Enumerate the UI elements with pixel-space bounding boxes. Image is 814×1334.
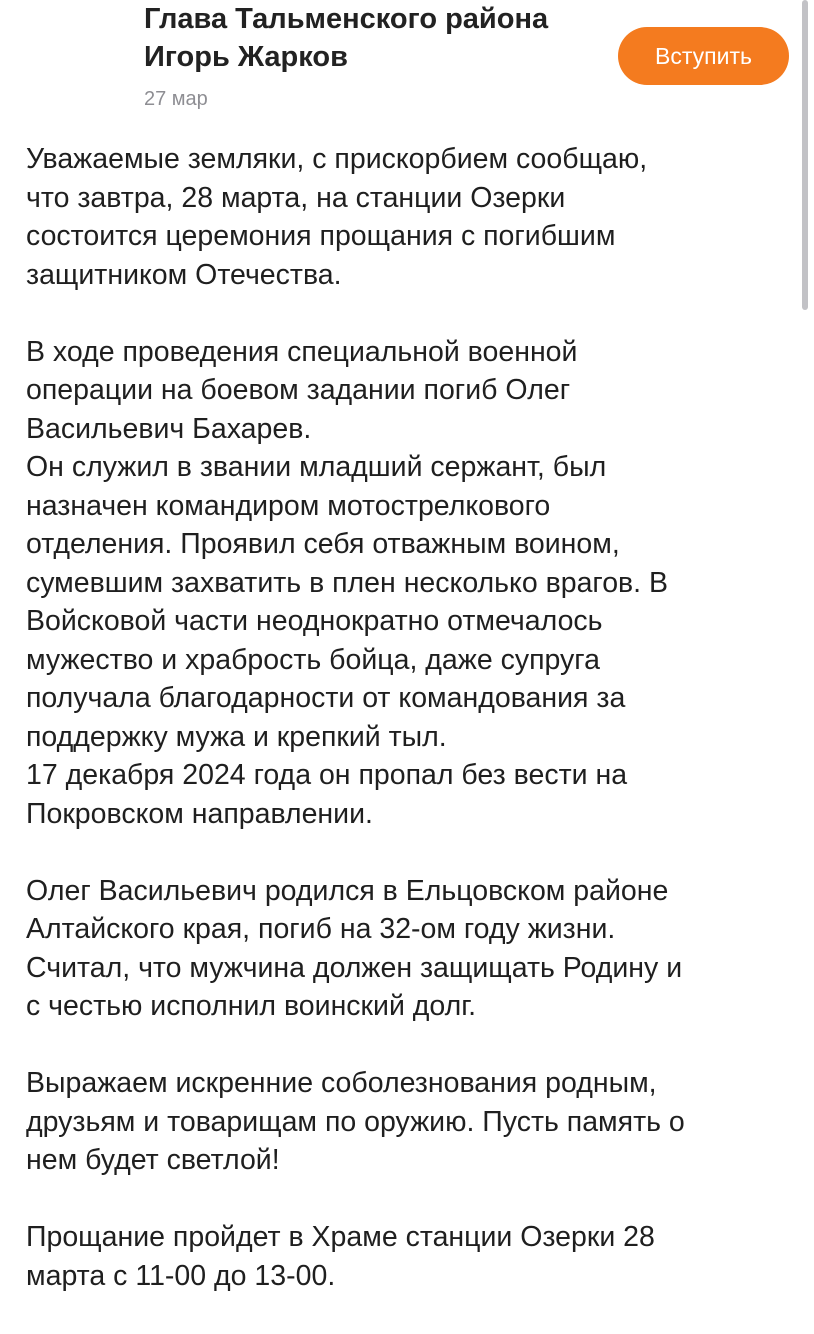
post-header	[0, 0, 814, 130]
post-line: Олег Васильевич родился в Ельцовском районе	[26, 874, 669, 907]
post-line: с честью исполнил воинский долг.	[26, 990, 477, 1022]
post-paragraph-5	[26, 1218, 786, 1295]
post-line: нем будет светлой!	[26, 1144, 280, 1176]
post-line: мужество и храбрость бойца, даже супруга	[26, 643, 600, 676]
post-line: операции на боевом задании погиб Олег	[26, 374, 571, 406]
post-line: 17 декабря 2024 года он пропал без вести на	[26, 759, 628, 791]
post-line: Выражаем искренние соболезнования родным,	[26, 1067, 657, 1099]
post-line: Покровском направлении.	[26, 797, 373, 830]
post-paragraph-4	[26, 1064, 786, 1180]
post-line: защитником Отечества.	[26, 258, 342, 291]
post-line: состоится церемония прощания с погибшим	[26, 220, 616, 252]
post-body	[26, 140, 786, 1334]
group-title-line-1: Глава Тальменского района	[144, 3, 549, 35]
post-line: Алтайского края, погиб на 32-ом году жизни.	[26, 913, 616, 945]
post-line: что завтра, 28 марта, на станции Озерки	[26, 181, 566, 214]
post-line: Считал, что мужчина должен защищать Родину и	[26, 951, 683, 984]
post-line: поддержку мужа и крепкий тыл.	[26, 720, 447, 753]
post-date: 27 мар	[144, 88, 208, 110]
post-line: назначен командиром мотострелкового	[26, 489, 551, 522]
join-button[interactable]: Вступить	[618, 27, 789, 85]
post-line: В ходе проведения специальной военной	[26, 335, 578, 368]
group-title-line-2: Игорь Жарков	[144, 41, 348, 73]
post-line: марта с 11-00 до 13-00.	[26, 1259, 336, 1292]
post-line: Войсковой части неоднократно отмечалось	[26, 605, 603, 637]
post-line: друзьям и товарищам по оружию. Пусть память о	[26, 1105, 685, 1138]
post-paragraph-2	[26, 333, 786, 834]
post-line: получала благодарности от командования за	[26, 682, 626, 714]
scrollbar[interactable]	[802, 0, 808, 310]
post-paragraph-3	[26, 872, 786, 1026]
post-line: Прощание пройдет в Храме станции Озерки 28	[26, 1221, 655, 1253]
post-line: отделения. Проявил себя отважным воином,	[26, 528, 620, 560]
post-line: сумевшим захватить в плен несколько врагов. В	[26, 566, 669, 599]
group-title[interactable]	[144, 0, 604, 76]
post-line: Он служил в звании младший сержант, был	[26, 451, 607, 483]
post-line: Васильевич Бахарев.	[26, 412, 312, 445]
post-paragraph-1	[26, 140, 786, 294]
post-line: Уважаемые земляки, с прискорбием сообщаю,	[26, 143, 648, 175]
